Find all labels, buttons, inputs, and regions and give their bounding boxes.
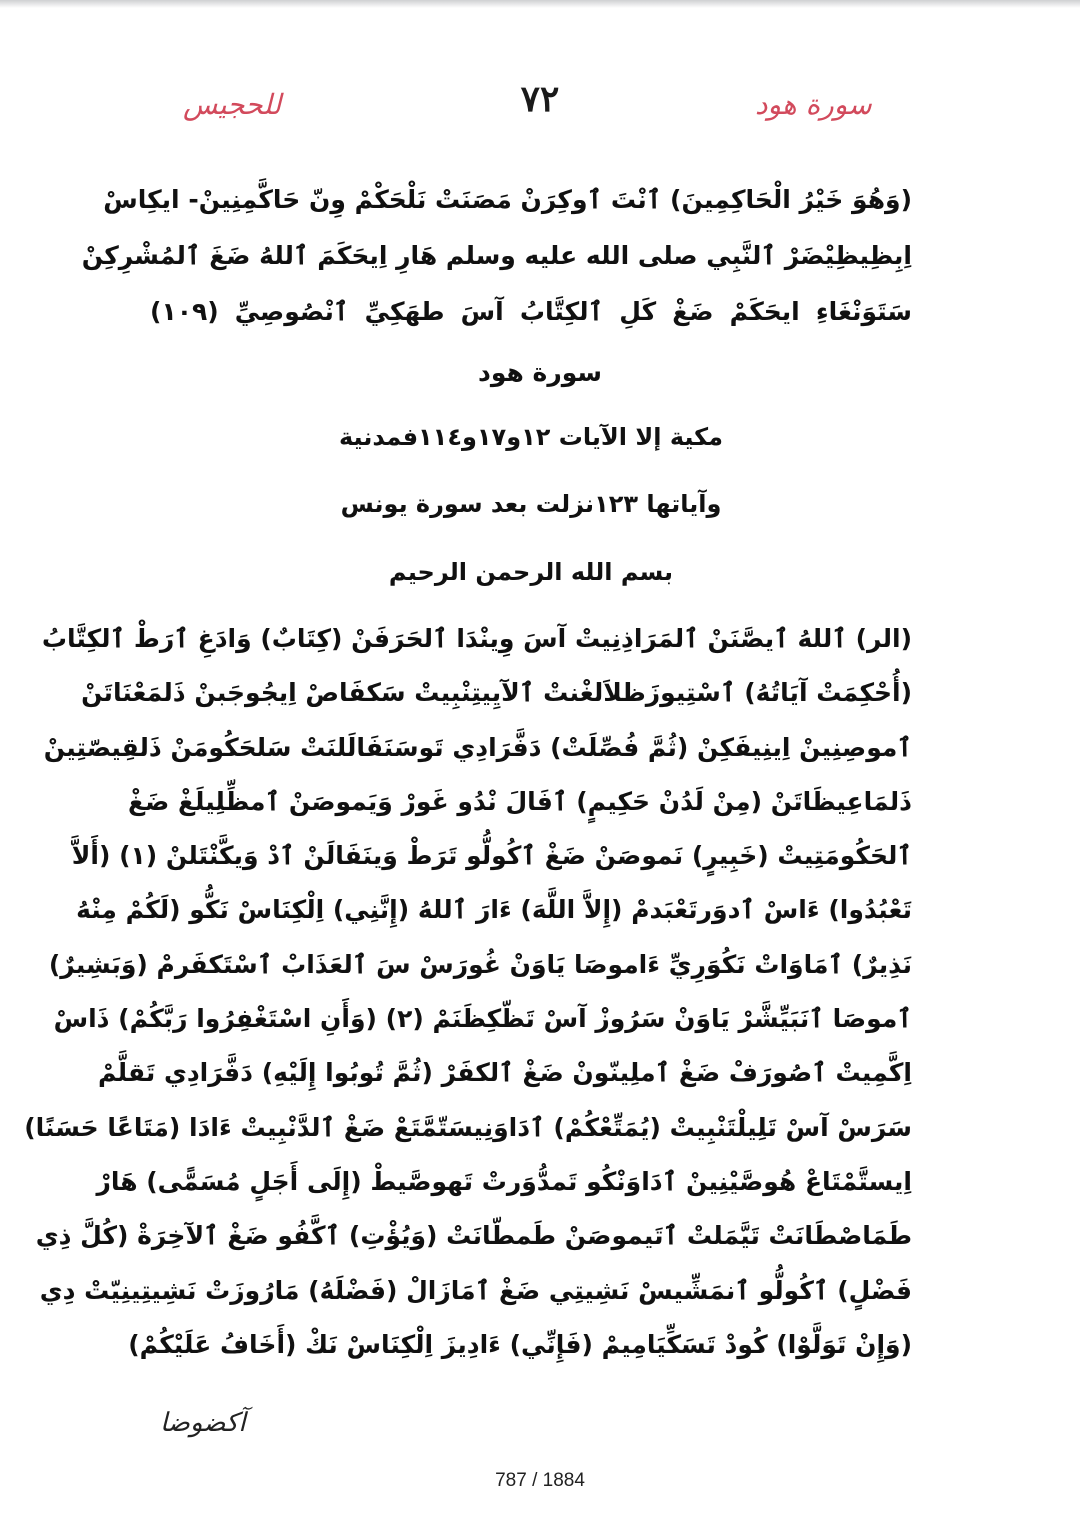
text-line: (أُحْكِمَتْ آيَاتُهُ) ٱسْتِيوزَظلاَلغْنتْ ٱلآيِيتِنْبِيتْ سَكفَاصْ اِيجُوجَبنْ ذَلمَعْنَاتَنْ [81,678,912,708]
text-line: ٱموصِنِينْ اِينِيفَكِنْ (ثُمَّ فُصِّلَتْ) دَفَّرَادِي تَوسَنَفَالَلنَتْ سَلحَكُومَنْ ذَلقِيصّتِينْ [43,732,912,762]
text-line: فَضْلٍ) ٱكُولُّو ٱنمَشِّيسْ نَشِيتِي ضَغْ ٱمَازَالْ (فَضْلَهُ) مَارُوزَتْ نَشِيتِينِيّتْ دِي [39,1275,912,1305]
surah-verse-count: وآياتها ١٢٣نزلت بعد سورة يونس [340,490,722,518]
text-line: اِبِظِيظِيْضَرْ ٱلنَّبِي صلى الله عليه وسلم هَارِ اِيحَكَمَ ٱللهُ ضَغَ ٱلمُشْرِكِنْ [81,241,912,270]
text-line: تَعْبُدُوا) ءَاسْ ٱدوَرتَعْبَدمْ (إِلاَّ اللَّهَ) ءَارَ ٱللهُ (إِنَّنِي) اِلْكِنَاسْ نَكُّو (لَكُمْ مِنْهُ [76,895,912,925]
text-line: سَرَسْ آسْ تَلِيلْتَنْبِيتْ (يُمَتِّعْكُمْ) ٱدَاوَنِيسَتّمَّتَعْ ضَغْ ٱلدَّنْبِيتْ ءَادَا (مَتَاعًا حَسَنًا) [24,1112,912,1142]
page-header [0,78,1080,128]
surah-title: سورة هود [478,358,602,387]
text-line: طَمَاصْطَانَتْ تَيَّمَلتْ ٱتَيموصَنْ طَمطّانَتْ (وَيُؤْتِ) ٱكَّفُو ضَغْ ٱلآخِرَةْ (كُلَّ ذِي [35,1221,912,1251]
intro-paragraph [81,172,912,340]
main-paragraph [24,612,912,1372]
basmala: بسم الله الرحمن الرحيم [388,558,674,586]
page-number: ٧٢ [520,78,560,120]
text-line: اِيستَّمْتَاعْ هُوصَّيْنِينْ ٱدَاوَنْكُو تَمدُّوَرتْ تَهوصَّيطْ (إِلَى أَجَلٍ مُسَمًّى) هَارْ [96,1166,912,1196]
text-line: سَتَوَنْغَاءِ ايحَكَمْ ضَغْ كَلِ ٱلكِتَّابُ آسَ طهَكِيِّ ٱنْصُوصِيِّ (١٠٩) [150,297,912,326]
handwritten-note-right: سورة هود [755,88,872,121]
text-line: نَذِيرٌ) ٱمَاوَاتْ نَكُوَرِيِّ ءَاموصَا يَاوَنْ غُورَسْ سَ ٱلعَذَابْ ٱسْتَكفَرمْ (وَبَشِيرٌ) [48,949,912,979]
catchword-signature: آكضوضا [160,1408,246,1438]
page-counter: 787 / 1884 [495,1470,585,1491]
surah-info: مكية إلا الآيات ١٢و١٧و١١٤فمدنية [339,423,723,451]
text-line: (الر) ٱللهُ ٱيصَّنَنْ ٱلمَرَاذِنِيتْ آسَ وِينْدَا ٱلحَرَفَنْ (كِتَابٌ) وَادَغِ ٱرَطْ ٱلكِتَّابُ [41,624,912,653]
text-line: (وَهُوَ خَيْرُ الْحَاكِمِينَ) ٱنْتَ ٱوكِرَنْ مَصَنَتْ نَلْحَكْمْ وِنّ حَاكَّمِنِينْ- ايكِاسْ [103,185,912,214]
text-line: (وَإِنْ تَوَلَّوْا) كُودْ تَسَكِّيَامِيمْ (فَإِنِّي) ءَادِيزَ اِلْكِنَاسْ نَكْ (أَخَافُ عَلَيْكُمْ) [128,1329,912,1359]
handwritten-note-left: للحجيس [183,88,282,121]
text-line: ٱموصَا ٱنَبَيِّشَّرْ يَاوَنْ سَرُوزْ آسْ تَظّكِظَنَمْ (٢) (وَأَنِ اسْتَغْفِرُوا رَبَّكُمْ) ذَاسْ [53,1004,912,1034]
text-line: ٱلحَكُومَتِيتْ (خَبِيرٍ) نَموصَنْ ضَغْ ٱكُولُّو تَرَطْ وَينَفَالَنْ ٱدْ وَيكَّنْتَلنْ (١) (أَلاَّ [71,841,912,871]
text-line: اِكَّمِيتْ ٱصُورَفْ ضَغْ ٱملِينّونْ ضَغْ ٱلكفَرْ (ثُمَّ تُوبُوا إِلَيْهِ) دَفَّرَادِي تَقلَّمْ [98,1058,912,1088]
text-line: ذَلمَاعِيظَاتَنْ (مِنْ لَدُنْ حَكِيمٍ) ٱفَالَ نْدُو غَورْ وَيَموصَنْ ٱمظِّلِيلَغْ ضَغْ [128,786,912,816]
